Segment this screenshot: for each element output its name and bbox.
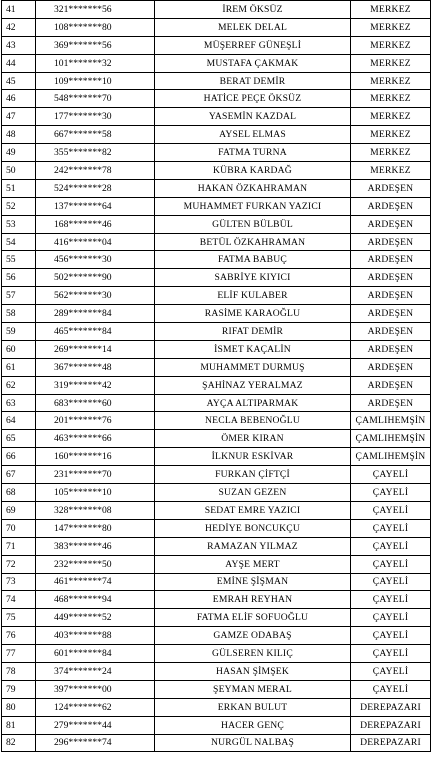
id-number-cell: 160*******16 (36, 448, 155, 466)
district-cell: ÇAMLIHEMŞİN (351, 412, 431, 430)
id-number-cell: 524*******28 (36, 179, 155, 197)
id-number-cell: 147*******80 (36, 519, 155, 537)
id-number-cell: 242*******78 (36, 162, 155, 180)
full-name-cell: BERAT DEMİR (155, 72, 351, 90)
district-cell: DEREPAZARI (351, 698, 431, 716)
row-number-cell: 53 (2, 215, 36, 233)
table-row (2, 108, 431, 126)
row-number-cell: 45 (2, 72, 36, 90)
table-body (2, 1, 431, 752)
full-name-cell: KÜBRA KARDAĞ (155, 162, 351, 180)
table-row (2, 662, 431, 680)
row-number-cell: 60 (2, 340, 36, 358)
full-name-cell: EMRAH REYHAN (155, 591, 351, 609)
full-name-cell: NURGÜL NALBAŞ (155, 734, 351, 752)
table-row (2, 197, 431, 215)
row-number-cell: 56 (2, 269, 36, 287)
id-number-cell: 456*******30 (36, 251, 155, 269)
id-number-cell: 328*******08 (36, 501, 155, 519)
table-row (2, 287, 431, 305)
full-name-cell: FATMA BABUÇ (155, 251, 351, 269)
district-cell: ARDEŞEN (351, 233, 431, 251)
table-row (2, 1, 431, 19)
full-name-cell: AYÇA ALTIPARMAK (155, 394, 351, 412)
table-row (2, 54, 431, 72)
district-cell: ARDEŞEN (351, 358, 431, 376)
full-name-cell: ŞAHİNAZ YERALMAZ (155, 376, 351, 394)
table-row (2, 376, 431, 394)
full-name-cell: ERKAN BULUT (155, 698, 351, 716)
id-number-cell: 397*******00 (36, 680, 155, 698)
district-cell: ÇAYELİ (351, 627, 431, 645)
table-row (2, 394, 431, 412)
id-number-cell: 279*******44 (36, 716, 155, 734)
id-number-cell: 355*******82 (36, 144, 155, 162)
full-name-cell: MUSTAFA ÇAKMAK (155, 54, 351, 72)
table-row (2, 448, 431, 466)
table-row (2, 734, 431, 752)
row-number-cell: 65 (2, 430, 36, 448)
id-number-cell: 168*******46 (36, 215, 155, 233)
district-cell: ARDEŞEN (351, 215, 431, 233)
row-number-cell: 44 (2, 54, 36, 72)
table-row (2, 430, 431, 448)
row-number-cell: 43 (2, 36, 36, 54)
table-row (2, 179, 431, 197)
full-name-cell: RASİME KARAOĞLU (155, 305, 351, 323)
id-number-cell: 562*******30 (36, 287, 155, 305)
row-number-cell: 52 (2, 197, 36, 215)
full-name-cell: HATİCE PEÇE ÖKSÜZ (155, 90, 351, 108)
district-cell: ÇAYELİ (351, 501, 431, 519)
full-name-cell: AYŞE MERT (155, 555, 351, 573)
district-cell: ÇAYELİ (351, 537, 431, 555)
full-name-cell: YASEMİN KAZDAL (155, 108, 351, 126)
id-number-cell: 232*******50 (36, 555, 155, 573)
table-row (2, 305, 431, 323)
full-name-cell: SABRİYE KIYICI (155, 269, 351, 287)
id-number-cell: 548*******70 (36, 90, 155, 108)
full-name-cell: SUZAN GEZEN (155, 484, 351, 502)
table-row (2, 573, 431, 591)
id-number-cell: 667*******58 (36, 126, 155, 144)
district-cell: MERKEZ (351, 144, 431, 162)
district-cell: ÇAYELİ (351, 680, 431, 698)
row-number-cell: 72 (2, 555, 36, 573)
id-number-cell: 369*******56 (36, 36, 155, 54)
id-number-cell: 109*******10 (36, 72, 155, 90)
table-row (2, 412, 431, 430)
table-row (2, 609, 431, 627)
district-cell: ARDEŞEN (351, 287, 431, 305)
id-number-cell: 383*******46 (36, 537, 155, 555)
district-cell: ÇAYELİ (351, 645, 431, 663)
full-name-cell: BETÜL ÖZKAHRAMAN (155, 233, 351, 251)
full-name-cell: NECLA BEBENOĞLU (155, 412, 351, 430)
district-cell: MERKEZ (351, 126, 431, 144)
table-row (2, 269, 431, 287)
id-number-cell: 231*******70 (36, 466, 155, 484)
table-row (2, 358, 431, 376)
full-name-cell: GÜLSEREN KILIÇ (155, 645, 351, 663)
table-row (2, 72, 431, 90)
full-name-cell: ŞEYMAN MERAL (155, 680, 351, 698)
id-number-cell: 289*******84 (36, 305, 155, 323)
id-number-cell: 321*******56 (36, 1, 155, 19)
district-cell: ÇAYELİ (351, 466, 431, 484)
id-number-cell: 463*******66 (36, 430, 155, 448)
full-name-cell: GÜLTEN BÜLBÜL (155, 215, 351, 233)
table-row (2, 126, 431, 144)
table-row (2, 555, 431, 573)
id-number-cell: 105*******10 (36, 484, 155, 502)
district-cell: DEREPAZARI (351, 734, 431, 752)
id-number-cell: 683*******60 (36, 394, 155, 412)
id-number-cell: 449*******52 (36, 609, 155, 627)
full-name-cell: MUHAMMET DURMUŞ (155, 358, 351, 376)
full-name-cell: HAKAN ÖZKAHRAMAN (155, 179, 351, 197)
table-row (2, 627, 431, 645)
row-number-cell: 68 (2, 484, 36, 502)
district-cell: ÇAMLIHEMŞİN (351, 430, 431, 448)
table-row (2, 716, 431, 734)
full-name-cell: İREM ÖKSÜZ (155, 1, 351, 19)
row-number-cell: 63 (2, 394, 36, 412)
full-name-cell: RAMAZAN YILMAZ (155, 537, 351, 555)
row-number-cell: 74 (2, 591, 36, 609)
table-row (2, 698, 431, 716)
district-cell: ÇAYELİ (351, 573, 431, 591)
id-number-cell: 101*******32 (36, 54, 155, 72)
full-name-cell: GAMZE ODABAŞ (155, 627, 351, 645)
row-number-cell: 81 (2, 716, 36, 734)
id-number-cell: 296*******74 (36, 734, 155, 752)
table-row (2, 591, 431, 609)
district-cell: ÇAYELİ (351, 555, 431, 573)
table-row (2, 90, 431, 108)
row-number-cell: 66 (2, 448, 36, 466)
row-number-cell: 80 (2, 698, 36, 716)
district-cell: MERKEZ (351, 72, 431, 90)
id-number-cell: 137*******64 (36, 197, 155, 215)
row-number-cell: 55 (2, 251, 36, 269)
district-cell: ARDEŞEN (351, 197, 431, 215)
district-cell: MERKEZ (351, 54, 431, 72)
district-cell: ÇAYELİ (351, 662, 431, 680)
row-number-cell: 54 (2, 233, 36, 251)
row-number-cell: 77 (2, 645, 36, 663)
row-number-cell: 46 (2, 90, 36, 108)
table-row (2, 519, 431, 537)
row-number-cell: 73 (2, 573, 36, 591)
district-cell: ARDEŞEN (351, 340, 431, 358)
row-number-cell: 58 (2, 305, 36, 323)
district-cell: MERKEZ (351, 36, 431, 54)
table-row (2, 501, 431, 519)
id-number-cell: 319*******42 (36, 376, 155, 394)
table-row (2, 233, 431, 251)
row-number-cell: 47 (2, 108, 36, 126)
table-row (2, 537, 431, 555)
id-number-cell: 403*******88 (36, 627, 155, 645)
row-number-cell: 67 (2, 466, 36, 484)
full-name-cell: FURKAN ÇİFTÇİ (155, 466, 351, 484)
full-name-cell: İLKNUR ESKİVAR (155, 448, 351, 466)
id-number-cell: 416*******04 (36, 233, 155, 251)
id-number-cell: 461*******74 (36, 573, 155, 591)
id-number-cell: 124*******62 (36, 698, 155, 716)
id-number-cell: 177*******30 (36, 108, 155, 126)
row-number-cell: 62 (2, 376, 36, 394)
id-number-cell: 374*******24 (36, 662, 155, 680)
district-cell: ÇAYELİ (351, 609, 431, 627)
district-cell: MERKEZ (351, 90, 431, 108)
full-name-cell: HACER GENÇ (155, 716, 351, 734)
table-row (2, 251, 431, 269)
full-name-cell: HASAN ŞİMŞEK (155, 662, 351, 680)
row-number-cell: 50 (2, 162, 36, 180)
full-name-cell: ÖMER KIRAN (155, 430, 351, 448)
table-row (2, 323, 431, 341)
row-number-cell: 57 (2, 287, 36, 305)
id-number-cell: 201*******76 (36, 412, 155, 430)
district-cell: ARDEŞEN (351, 269, 431, 287)
id-number-cell: 367*******48 (36, 358, 155, 376)
district-cell: MERKEZ (351, 18, 431, 36)
district-cell: MERKEZ (351, 162, 431, 180)
full-name-cell: SEDAT EMRE YAZICI (155, 501, 351, 519)
row-number-cell: 79 (2, 680, 36, 698)
district-cell: MERKEZ (351, 1, 431, 19)
id-number-cell: 269*******14 (36, 340, 155, 358)
district-cell: ARDEŞEN (351, 305, 431, 323)
full-name-cell: İSMET KAÇALİN (155, 340, 351, 358)
district-cell: ÇAYELİ (351, 519, 431, 537)
table-row (2, 645, 431, 663)
full-name-cell: FATMA ELİF SOFUOĞLU (155, 609, 351, 627)
row-number-cell: 76 (2, 627, 36, 645)
id-number-cell: 502*******90 (36, 269, 155, 287)
table-row (2, 18, 431, 36)
row-number-cell: 69 (2, 501, 36, 519)
district-cell: ARDEŞEN (351, 179, 431, 197)
full-name-cell: HEDİYE BONCUKÇU (155, 519, 351, 537)
row-number-cell: 59 (2, 323, 36, 341)
row-number-cell: 48 (2, 126, 36, 144)
table-row (2, 36, 431, 54)
full-name-cell: MUHAMMET FURKAN YAZICI (155, 197, 351, 215)
row-number-cell: 82 (2, 734, 36, 752)
row-number-cell: 71 (2, 537, 36, 555)
district-cell: ÇAYELİ (351, 484, 431, 502)
table-row (2, 484, 431, 502)
district-cell: ARDEŞEN (351, 394, 431, 412)
id-number-cell: 108*******80 (36, 18, 155, 36)
row-number-cell: 41 (2, 1, 36, 19)
full-name-cell: MÜŞERREF GÜNEŞLİ (155, 36, 351, 54)
table-row (2, 162, 431, 180)
table-row (2, 215, 431, 233)
district-cell: ÇAYELİ (351, 591, 431, 609)
full-name-cell: EMİNE ŞİŞMAN (155, 573, 351, 591)
row-number-cell: 42 (2, 18, 36, 36)
full-name-cell: ELİF KULABER (155, 287, 351, 305)
row-number-cell: 70 (2, 519, 36, 537)
full-name-cell: FATMA TURNA (155, 144, 351, 162)
row-number-cell: 61 (2, 358, 36, 376)
district-cell: DEREPAZARI (351, 716, 431, 734)
district-cell: MERKEZ (351, 108, 431, 126)
full-name-cell: AYSEL ELMAS (155, 126, 351, 144)
id-number-cell: 468*******94 (36, 591, 155, 609)
id-number-cell: 465*******84 (36, 323, 155, 341)
district-cell: ARDEŞEN (351, 323, 431, 341)
id-number-cell: 601*******84 (36, 645, 155, 663)
row-number-cell: 78 (2, 662, 36, 680)
row-number-cell: 64 (2, 412, 36, 430)
table-row (2, 466, 431, 484)
full-name-cell: MELEK DELAL (155, 18, 351, 36)
table-row (2, 144, 431, 162)
district-cell: ARDEŞEN (351, 251, 431, 269)
district-cell: ARDEŞEN (351, 376, 431, 394)
row-number-cell: 49 (2, 144, 36, 162)
district-cell: ÇAMLIHEMŞİN (351, 448, 431, 466)
row-number-cell: 51 (2, 179, 36, 197)
row-number-cell: 75 (2, 609, 36, 627)
full-name-cell: RIFAT DEMİR (155, 323, 351, 341)
participant-table (1, 0, 431, 752)
table-row (2, 680, 431, 698)
table-row (2, 340, 431, 358)
